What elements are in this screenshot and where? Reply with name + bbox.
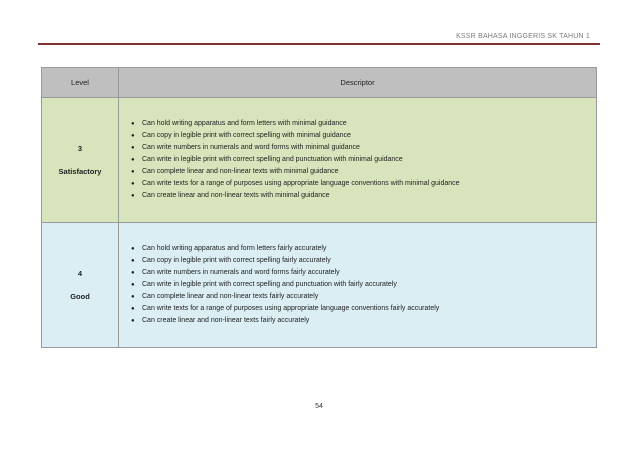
list-item: ● Can complete linear and non-linear texts fairly accurately (131, 291, 596, 303)
bullet-icon: ● (131, 145, 135, 151)
level-cell (42, 223, 119, 348)
list-item: ● Can write numbers in numerals and word forms with minimal guidance (131, 142, 596, 154)
page-number: 54 (315, 403, 323, 410)
list-item: ● Can create linear and non-linear texts fairly accurately (131, 315, 596, 327)
list-item: ● Can write in legible print with correct spelling and punctuation with fairly accurately (131, 279, 596, 291)
list-item: ● Can write texts for a range of purposes using appropriate language conventions fairly accurately (131, 303, 596, 315)
bullet-icon: ● (131, 193, 135, 199)
bullet-icon: ● (131, 318, 135, 324)
column-header-level: Level (42, 68, 119, 98)
list-item: ● Can copy in legible print with correct spelling with minimal guidance (131, 130, 596, 142)
bullet-icon: ● (131, 282, 135, 288)
level-label: Good (70, 292, 90, 301)
list-item: ● Can write texts for a range of purposes using appropriate language conventions with minimal guidance (131, 178, 596, 190)
level-number: 3 (77, 144, 83, 153)
table-row (42, 98, 597, 223)
descriptor-list (119, 118, 596, 202)
list-item: ● Can hold writing apparatus and form letters with minimal guidance (131, 118, 596, 130)
descriptor-cell (119, 223, 597, 348)
bullet-icon: ● (131, 169, 135, 175)
descriptor-table (41, 67, 597, 348)
descriptor-cell (119, 98, 597, 223)
bullet-icon: ● (131, 246, 135, 252)
list-item: ● Can write in legible print with correct spelling and punctuation with minimal guidance (131, 154, 596, 166)
header-rule (38, 43, 600, 45)
list-item: ● Can copy in legible print with correct spelling fairly accurately (131, 255, 596, 267)
bullet-icon: ● (131, 121, 135, 127)
bullet-icon: ● (131, 294, 135, 300)
table-row (42, 223, 597, 348)
bullet-icon: ● (131, 181, 135, 187)
column-header-descriptor: Descriptor (119, 68, 597, 98)
document-header-title: KSSR BAHASA INGGERIS SK TAHUN 1 (456, 33, 590, 40)
bullet-icon: ● (131, 157, 135, 163)
list-item: ● Can create linear and non-linear texts with minimal guidance (131, 190, 596, 202)
list-item: ● Can complete linear and non-linear texts with minimal guidance (131, 166, 596, 178)
level-cell (42, 98, 119, 223)
descriptor-list (119, 243, 596, 327)
level-label: Satisfactory (58, 167, 102, 176)
list-item: ● Can write numbers in numerals and word forms fairly accurately (131, 267, 596, 279)
table-header-row (42, 68, 597, 98)
level-number: 4 (77, 269, 83, 278)
bullet-icon: ● (131, 306, 135, 312)
bullet-icon: ● (131, 270, 135, 276)
bullet-icon: ● (131, 258, 135, 264)
list-item: ● Can hold writing apparatus and form letters fairly accurately (131, 243, 596, 255)
bullet-icon: ● (131, 133, 135, 139)
